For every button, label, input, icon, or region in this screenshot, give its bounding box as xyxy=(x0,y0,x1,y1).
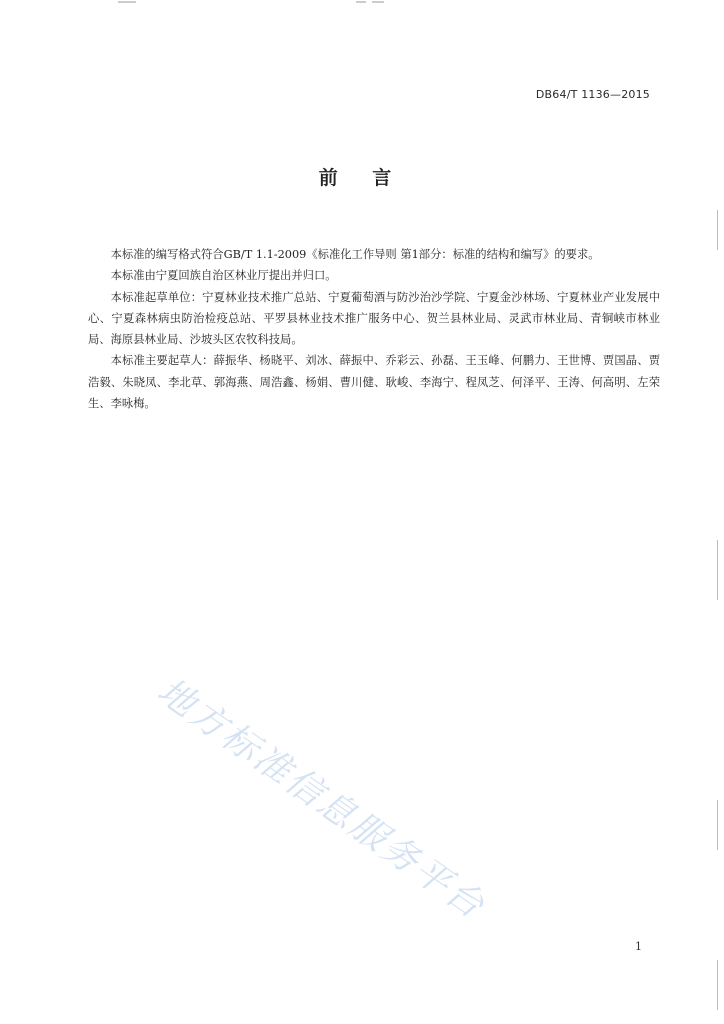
foreword-body xyxy=(88,244,660,414)
paragraph-proposer: 本标准由宁夏回族自治区林业厅提出并归口。 xyxy=(110,269,337,283)
standard-code: DB64/T 1136—2015 xyxy=(535,88,650,101)
scan-edge-mark xyxy=(717,540,718,600)
scan-edge-mark xyxy=(717,960,718,1010)
paragraph-format: 本标准的编写格式符合GB/T 1.1-2009《标准化工作导则 第1部分：标准的结构和编写》的要求。 xyxy=(110,248,600,261)
page-title: 前 言 xyxy=(318,167,406,189)
paragraph-drafters: 本标准主要起草人：薛振华、杨晓平、刘冰、薛振中、乔彩云、孙磊、王玉峰、何鹏力、王世博、贾国晶、贾浩毅、朱晓凤、李北草、郭海燕、周浩鑫、杨娟、曹川健、耿峻、李海宁、程凤芝、何泽平、王涛、何高明、左荣生、李咏梅。 xyxy=(88,354,660,411)
scan-edge-mark xyxy=(717,800,718,850)
paragraph-drafting-units: 本标准起草单位：宁夏林业技术推广总站、宁夏葡萄酒与防沙治沙学院、宁夏金沙林场、宁夏林业产业发展中心、宁夏森林病虫防治检疫总站、平罗县林业技术推广服务中心、贺兰县林业局、灵武市林业局、青铜峡市林业局、海原县林业局、沙坡头区农牧科技局。 xyxy=(88,290,660,347)
page-number: 1 xyxy=(635,940,642,953)
watermark: 地方标准信息服务平台 xyxy=(149,670,493,928)
scan-edge-mark xyxy=(717,210,718,250)
scan-artifacts xyxy=(0,0,724,6)
